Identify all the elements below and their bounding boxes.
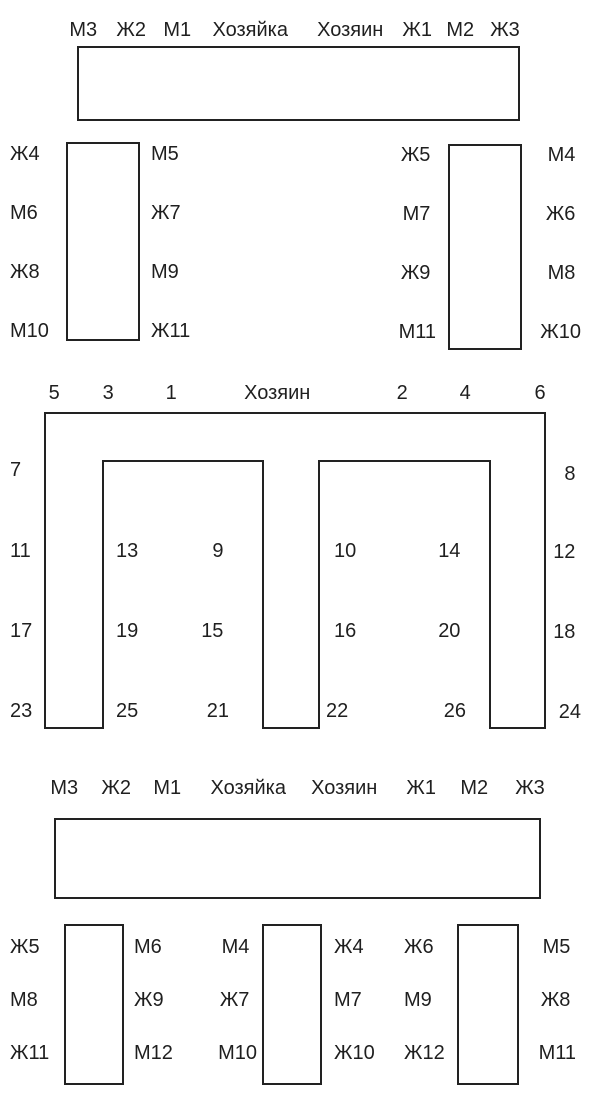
host-label: Хозяин <box>244 382 311 404</box>
svg-text:Ж4 М6 Ж8 М10 <box>10 143 49 342</box>
side-table-1 <box>65 925 123 1084</box>
head-table <box>78 47 519 120</box>
svg-text:М5 Ж8 М11 <box>539 936 576 1064</box>
seat-number: 22 <box>326 700 349 722</box>
svg-text:М5 Ж7 М9 Ж11 <box>151 143 190 342</box>
head-seat-label: М2 <box>460 777 489 799</box>
seat-label: Ж7 <box>151 202 181 224</box>
seat-number: 21 <box>206 700 229 722</box>
svg-text:13 19 25 <box>116 540 144 722</box>
seat-number: 20 <box>438 620 461 642</box>
seat-number: 19 <box>116 620 139 642</box>
svg-text:10 16 22 <box>326 540 362 722</box>
seat-number: 26 <box>443 700 466 722</box>
seat-number: 24 <box>558 701 581 723</box>
seat-number: 1 <box>165 382 177 404</box>
seat-label: Ж9 <box>134 989 164 1011</box>
head-seat-label: Ж1 <box>406 777 437 799</box>
seat-number: 17 <box>10 620 33 642</box>
seat-label: Ж11 <box>10 1042 50 1064</box>
seat-number: 16 <box>334 620 357 642</box>
svg-text:Ж5 М8 Ж11 <box>10 936 49 1064</box>
seat-label: Ж11 <box>151 320 191 342</box>
seat-label: М10 <box>218 1042 257 1064</box>
seat-number: 14 <box>438 540 461 562</box>
head-seat-label: Ж1 <box>402 19 433 41</box>
seat-label: Ж5 <box>400 144 431 166</box>
seat-number: 5 <box>48 382 60 404</box>
head-seat-label: М2 <box>446 19 475 41</box>
left-side-table <box>67 143 139 340</box>
svg-text:9 15 21 <box>201 540 229 722</box>
svg-text:8 12 18 24 <box>553 463 581 723</box>
seat-number: 12 <box>553 541 576 563</box>
svg-text:М4 Ж7 М10 <box>218 936 257 1064</box>
seat-label: Ж10 <box>334 1042 375 1064</box>
seat-number: 15 <box>201 620 224 642</box>
seat-label: М4 <box>547 144 576 166</box>
seat-number: 6 <box>534 382 546 404</box>
side-table-2 <box>263 925 321 1084</box>
diagram-3 <box>10 777 576 1084</box>
seat-number: 11 <box>10 540 31 562</box>
right-side-table <box>449 145 521 349</box>
seat-label: Ж8 <box>10 261 40 283</box>
seat-label: М8 <box>547 262 576 284</box>
e-shaped-table <box>45 413 545 728</box>
diagram-1 <box>10 19 581 349</box>
seat-label: М7 <box>402 203 431 225</box>
seat-number: 8 <box>564 463 576 485</box>
head-table <box>55 819 540 898</box>
svg-text:М3 Ж2 М1 Хоз <box>50 777 544 799</box>
svg-text:Ж5 М7 Ж9 М11 <box>399 144 436 343</box>
seat-label: М12 <box>134 1042 173 1064</box>
seat-number: 10 <box>334 540 357 562</box>
seat-label: Ж5 <box>10 936 40 958</box>
seat-number: 18 <box>553 621 576 643</box>
seat-label: Ж6 <box>404 936 434 958</box>
seat-label: Ж10 <box>540 321 581 343</box>
head-seat-label: Хозяйка <box>210 777 286 799</box>
seat-label: Ж6 <box>545 203 576 225</box>
seat-label: М5 <box>542 936 571 958</box>
seat-number: 13 <box>116 540 139 562</box>
seat-number: 9 <box>212 540 224 562</box>
head-seat-label: М3 <box>50 777 79 799</box>
seat-number: 25 <box>116 700 139 722</box>
seat-label: М4 <box>221 936 250 958</box>
head-seat-label: М3 <box>69 19 98 41</box>
head-seat-label: Ж2 <box>101 777 132 799</box>
seat-label: М7 <box>334 989 362 1011</box>
seat-label: Ж8 <box>540 989 571 1011</box>
seat-label: Ж4 <box>334 936 364 958</box>
diagram-2 <box>10 382 581 728</box>
head-seat-label: Хозяин <box>317 19 384 41</box>
seat-number: 7 <box>10 459 22 481</box>
head-seat-label: Хозяйка <box>212 19 288 41</box>
svg-text:7 11 17 23 <box>10 459 38 722</box>
head-seat-label: Ж3 <box>515 777 545 799</box>
head-seat-label: Ж3 <box>490 19 520 41</box>
svg-text:5 3 1 Хозяин <box>49 382 546 404</box>
seat-label: М6 <box>134 936 162 958</box>
seat-label: М9 <box>151 261 179 283</box>
seat-label: М9 <box>404 989 432 1011</box>
seat-label: М10 <box>10 320 49 342</box>
head-seat-label: Хозяин <box>311 777 378 799</box>
seat-label: М11 <box>538 1042 576 1064</box>
head-seat-label: М1 <box>163 19 192 41</box>
seat-label: М8 <box>10 989 38 1011</box>
seat-label: Ж7 <box>219 989 250 1011</box>
seat-label: М5 <box>151 143 179 165</box>
seat-number: 3 <box>102 382 114 404</box>
seat-label: М6 <box>10 202 38 224</box>
svg-text:Ж4 М7 Ж10 <box>334 936 375 1064</box>
side-table-3 <box>458 925 518 1084</box>
seat-number: 4 <box>459 382 471 404</box>
svg-text:14 20 26 <box>438 540 466 722</box>
seat-number: 2 <box>396 382 408 404</box>
svg-text:М4 Ж6 М8 Ж10 <box>540 144 581 343</box>
head-seat-label: М1 <box>153 777 182 799</box>
head-seat-label: Ж2 <box>116 19 147 41</box>
seat-label: Ж4 <box>10 143 40 165</box>
seat-number: 23 <box>10 700 33 722</box>
seat-label: М11 <box>398 321 436 343</box>
seat-label: Ж12 <box>404 1042 445 1064</box>
svg-text:М3 Ж2 М1 Хоз <box>69 19 519 41</box>
svg-text:М6 Ж9 М12 <box>134 936 173 1064</box>
seat-label: Ж9 <box>400 262 431 284</box>
svg-text:Ж6 М9 Ж12 <box>404 936 445 1064</box>
